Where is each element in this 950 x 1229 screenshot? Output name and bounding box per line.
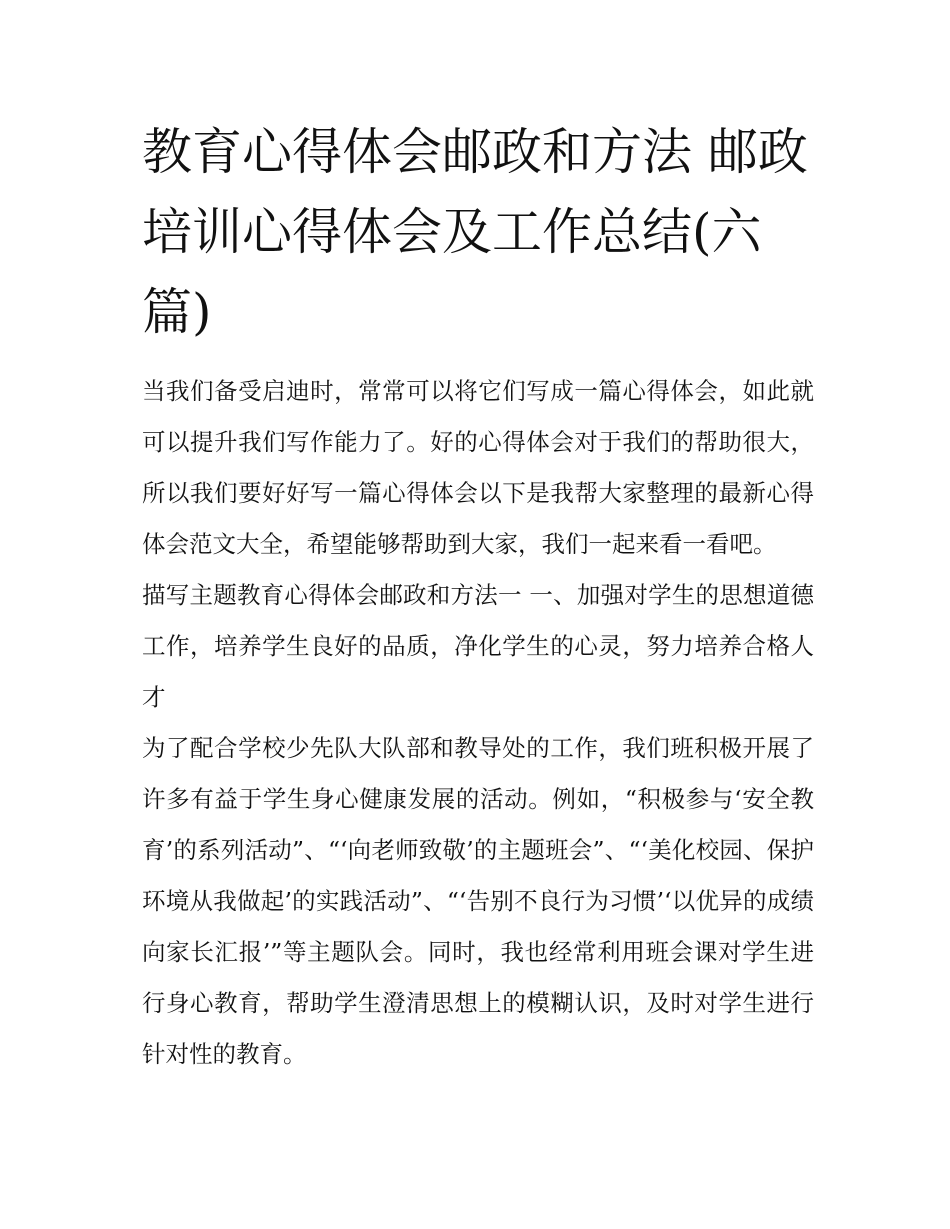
body-paragraph: 为了配合学校少先队大队部和教导处的工作，我们班积极开展了许多有益于学生身心健康发展的活动。例如，“积极参与‘安全教育’的系列活动”、“‘向老师致敬’的主题班会”、“‘美化校园、保护环境从我做起’的实践活动”、“‘告别不良行为习惯’‘以优异的成绩向家长汇报’”等主题队会。同时，我也经常利用班会课对学生进行身心教育，帮助学生澄清思想上的模糊认识，及时对学生进行针对性的教育。 [142, 734, 814, 1068]
intro-paragraph: 当我们备受启迪时，常常可以将它们写成一篇心得体会，如此就可以提升我们写作能力了。好的心得体会对于我们的帮助很大，所以我们要好好写一篇心得体会以下是我帮大家整理的最新心得体会范文大全，希望能够帮助到大家，我们一起来看一看吧。 [142, 377, 814, 558]
document-title: 教育心得体会邮政和方法 邮政培训心得体会及工作总结(六篇) [142, 123, 808, 341]
document-page [142, 112, 814, 1080]
section-heading-paragraph: 描写主题教育心得体会邮政和方法一 一、加强对学生的思想道德工作，培养学生良好的品质，净化学生的心灵，努力培养合格人才 [142, 581, 814, 711]
